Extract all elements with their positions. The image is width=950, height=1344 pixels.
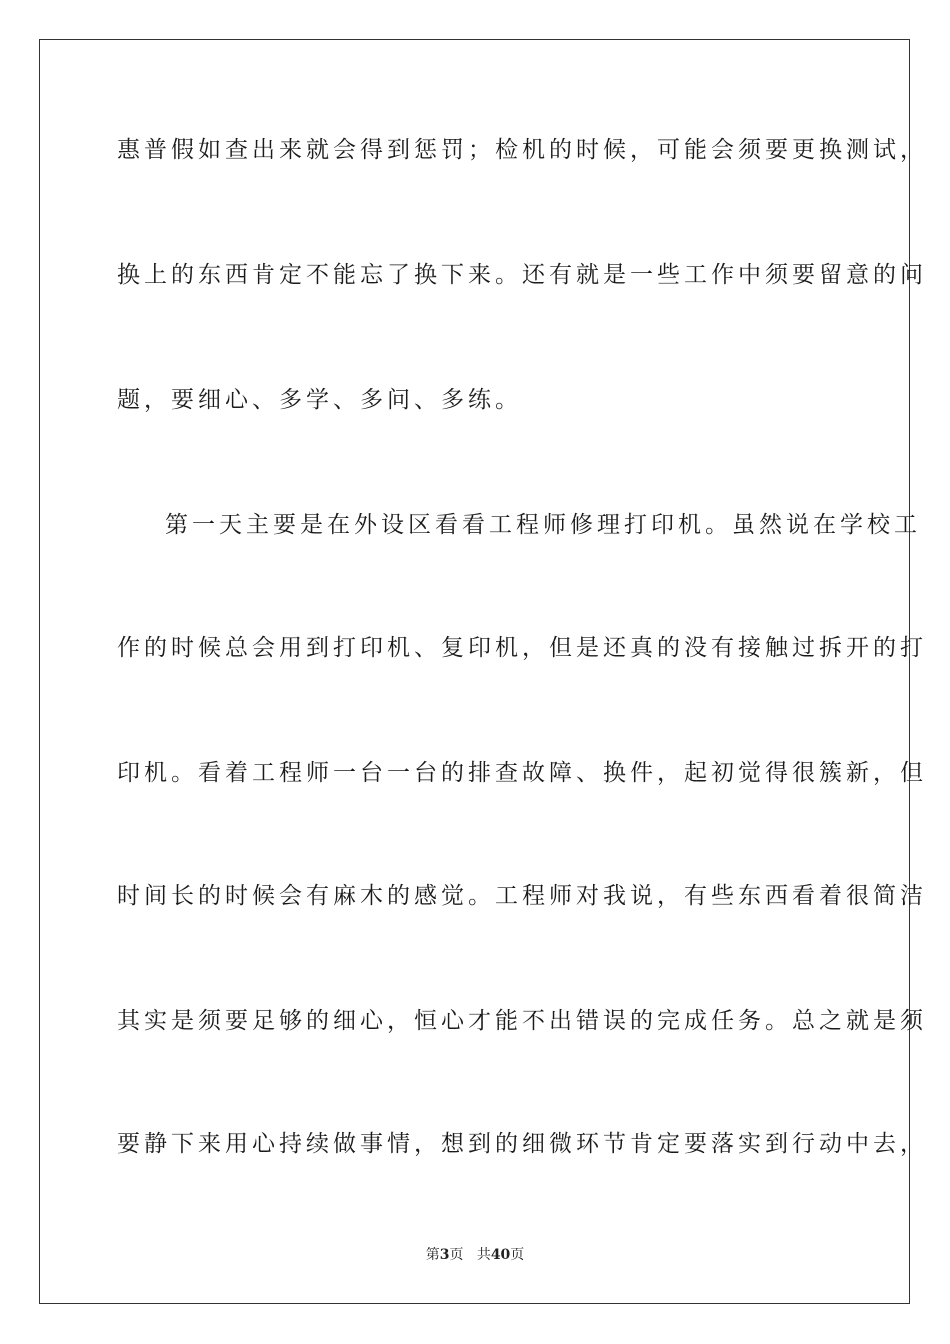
page-footer bbox=[0, 1246, 950, 1264]
current-page-number: 3 bbox=[439, 1247, 450, 1263]
page-suffix: 页 bbox=[449, 1247, 464, 1263]
body-text-line: 印机。看着工程师一台一台的排查故障、换件，起初觉得很簇新，但 bbox=[117, 760, 927, 786]
body-text-line: 其实是须要足够的细心，恒心才能不出错误的完成任务。总之就是须 bbox=[117, 1008, 927, 1034]
body-text-line: 时间长的时候会有麻木的感觉。工程师对我说，有些东西看着很简洁 bbox=[117, 883, 927, 909]
total-pages-number: 40 bbox=[490, 1247, 511, 1263]
page-prefix: 第 bbox=[425, 1247, 440, 1263]
total-prefix: 共 bbox=[476, 1247, 491, 1263]
paragraph-first-line: 第一天主要是在外设区看看工程师修理打印机。虽然说在学校工 bbox=[165, 512, 921, 538]
body-text-line: 题，要细心、多学、多问、多练。 bbox=[117, 387, 522, 413]
body-text-line: 要静下来用心持续做事情，想到的细微环节肯定要落实到行动中去， bbox=[117, 1131, 927, 1157]
total-suffix: 页 bbox=[510, 1247, 525, 1263]
body-text-line: 作的时候总会用到打印机、复印机，但是还真的没有接触过拆开的打 bbox=[117, 635, 927, 661]
body-text-line: 惠普假如查出来就会得到惩罚；检机的时候，可能会须要更换测试， bbox=[117, 137, 927, 163]
page-border bbox=[39, 39, 927, 1304]
body-text-line: 换上的东西肯定不能忘了换下来。还有就是一些工作中须要留意的问 bbox=[117, 262, 927, 288]
